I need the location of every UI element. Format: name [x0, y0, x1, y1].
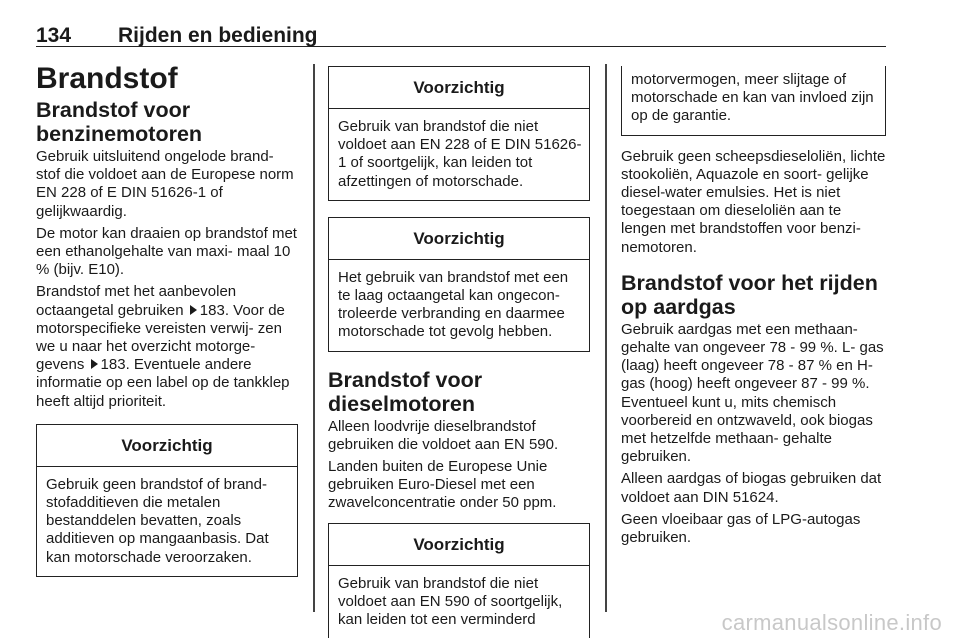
page-ref-arrow-icon — [91, 359, 98, 369]
paragraph-unleaded: Gebruik uitsluitend ongelode brand- stof die voldoet aan de Europese norm EN 228 of E DIN 51626-1 of gelijkwaardig. — [36, 148, 294, 220]
column-divider-2 — [605, 64, 607, 612]
caution-text: Gebruik geen brandstof of brand- stofadditieven die metalen bestanddelen bevatten, zoals additieven op mangaanbasis. Dat kan motorschade veroorzaken. — [46, 475, 269, 566]
caution-title: Voorzichtig — [37, 425, 297, 467]
page-ref[interactable]: 183 — [100, 356, 126, 374]
column-3 — [621, 62, 886, 551]
caution-box-octane — [328, 217, 590, 352]
column-divider-1 — [313, 64, 315, 612]
caution-title: Voorzichtig — [329, 524, 589, 566]
paragraph-diesel-en590: Alleen loodvrije dieselbrandstof gebruiken die voldoet aan EN 590. — [328, 417, 559, 453]
column-2 — [328, 66, 590, 638]
paragraph-euro-diesel: Landen buiten de Europese Unie gebruiken Euro-Diesel met een zwavelconcentratie onder 50 ppm. — [328, 458, 557, 512]
caution-box-en590 — [328, 523, 590, 639]
caution-title: Voorzichtig — [329, 218, 589, 260]
caution-text: Gebruik van brandstof die niet voldoet aan EN 228 of E DIN 51626-1 of soortgelijk, kan leiden tot afzettingen of motorschade. — [338, 118, 582, 190]
caution-box-continued: motorvermogen, meer slijtage of motorschade en kan van invloed zijn op de garantie. — [621, 66, 886, 136]
column-1 — [36, 62, 298, 577]
page-number: 134 — [36, 24, 72, 47]
heading-diesel: Brandstof voor dieselmotoren — [328, 367, 483, 416]
caution-box-en228 — [328, 66, 590, 201]
paragraph-methane: Gebruik aardgas met een methaan- gehalte van ongeveer 78 - 99 %. L- gas (laag) heeft ongeveer 78 - 87 % en H-gas (hoog) heeft ongeveer 87 - 99 %. Eventueel kunt u, mits chemisch voorbereid en ontzwaveld, ook biogas met hetzelfde methaan- gehalte gebruiken. — [621, 320, 884, 466]
caution-text: Gebruik van brandstof die niet voldoet aan EN 590 of soortgelijk, kan leiden tot een verminderd — [338, 574, 563, 629]
watermark: carmanualsonline.info — [721, 610, 942, 635]
paragraph-din51624: Alleen aardgas of biogas gebruiken dat voldoet aan DIN 51624. — [621, 470, 882, 506]
running-title: Rijden en bediening — [118, 24, 318, 47]
caution-title: Voorzichtig — [329, 67, 589, 109]
heading-natural-gas: Brandstof voor het rijden op aardgas — [621, 270, 878, 319]
page-ref-arrow-icon — [190, 305, 197, 315]
paragraph-ethanol: De motor kan draaien op brandstof met een ethanolgehalte van maxi- maal 10 % (bijv. E10). — [36, 224, 297, 279]
caution-text: Het gebruik van brandstof met een te laag octaangetal kan ongecon- troleerde verbranding en daarmee motorschade tot gevolg hebben. — [338, 268, 569, 341]
paragraph-marine-diesel: Gebruik geen scheepsdieseloliën, lichte stookoliën, Aquazole en soort- gelijke diesel-water emulsies. Het is niet toegestaan om dieseloliën aan te lengen met brandstoffen voor benzi- nemotoren. — [621, 147, 886, 256]
paragraph-no-lpg: Geen vloeibaar gas of LPG-autogas gebruiken. — [621, 510, 861, 547]
page-ref[interactable]: 183 — [199, 301, 225, 319]
section-title: Brandstof — [36, 62, 178, 95]
page-header — [36, 18, 886, 47]
paragraph-octane: Brandstof met het aanbevolen octaangetal gebruiken 183. Voor de motorspecifieke vereisten verwij- zen we u naar het overzicht motorge- gevens 183. Eventuele andere informatie op een label op de tankklep heeft altijd prioriteit. — [36, 283, 290, 410]
heading-petrol: Brandstof voor benzinemotoren — [36, 98, 203, 146]
caution-box-metal-additives — [36, 424, 298, 577]
